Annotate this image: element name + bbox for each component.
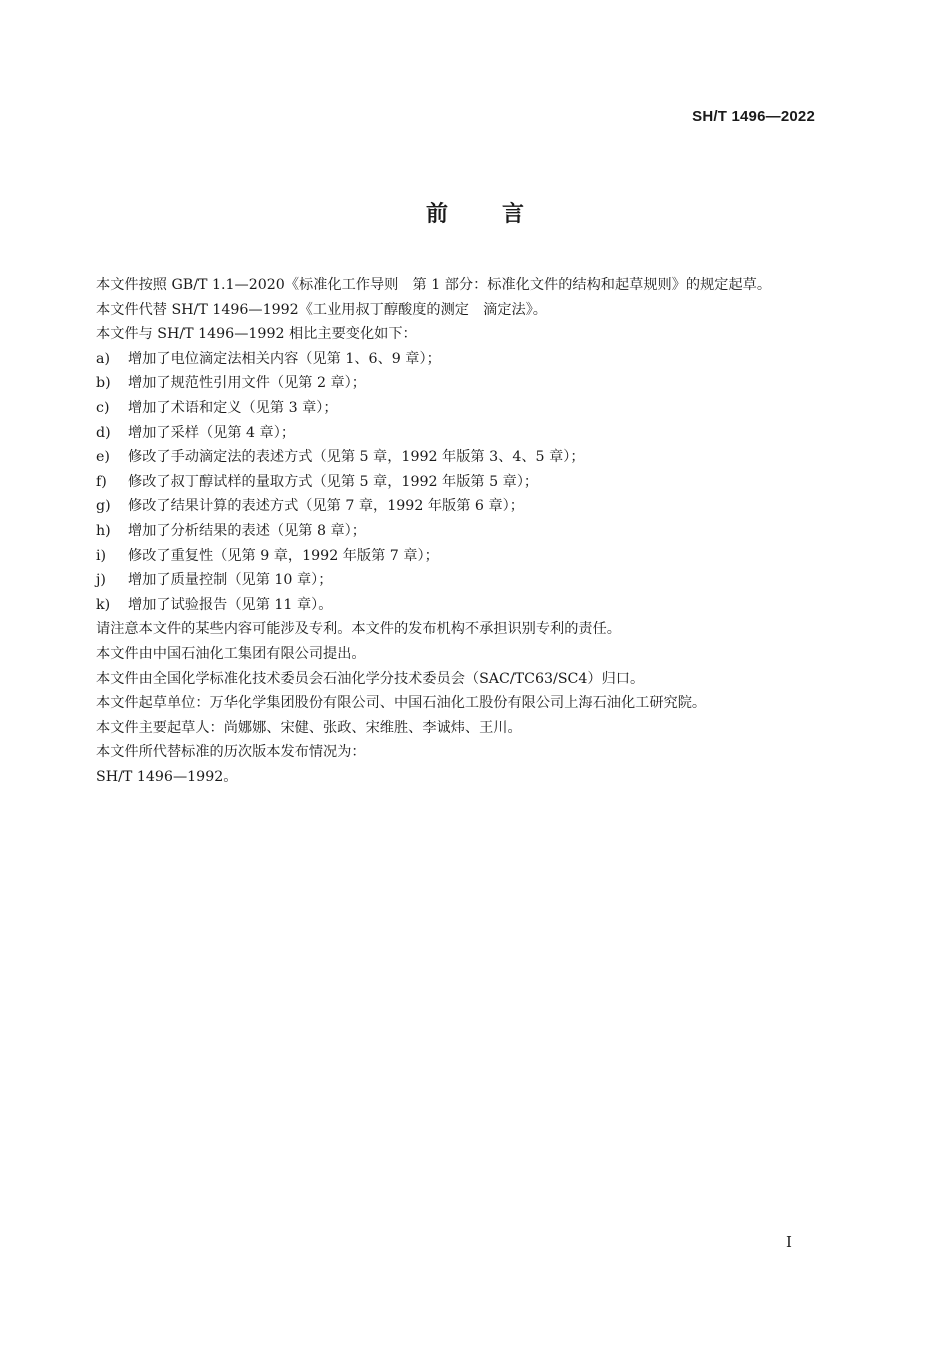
list-item-text: 增加了质量控制（见第 10 章）； xyxy=(128,572,333,589)
title-char-2: 言 xyxy=(502,202,525,227)
list-item-label: j) xyxy=(96,572,106,589)
paragraph-proposer: 本文件由中国石油化工集团有限公司提出。 xyxy=(96,645,366,662)
list-item-text: 增加了规范性引用文件（见第 2 章）； xyxy=(128,375,366,392)
list-item-text: 修改了结果计算的表述方式（见第 7 章，1992 年版第 6 章）； xyxy=(128,498,524,515)
list-item-label: d) xyxy=(96,424,111,441)
paragraph-drafting-units: 本文件起草单位：万华化学集团股份有限公司、中国石油化工股份有限公司上海石油化工研究院。 xyxy=(96,695,707,712)
paragraph-drafting-rules: 本文件按照 GB/T 1.1—2020《标准化工作导则 第 1 部分：标准化文件的结构和起草规则》的规定起草。 xyxy=(96,277,772,293)
list-item-text: 修改了叔丁醇试样的量取方式（见第 5 章，1992 年版第 5 章）； xyxy=(128,473,539,490)
list-item-label: i) xyxy=(96,547,107,564)
list-item-text: 增加了试验报告（见第 11 章）。 xyxy=(128,596,333,613)
paragraph-patent-notice: 请注意本文件的某些内容可能涉及专利。本文件的发布机构不承担识别专利的责任。 xyxy=(96,621,621,638)
standard-code: SH/T 1496—2022 xyxy=(692,108,815,125)
list-item xyxy=(68,396,818,421)
list-item-label: e) xyxy=(96,449,110,466)
list-item xyxy=(68,445,818,470)
page-title xyxy=(0,197,950,228)
paragraph-changes-intro: 本文件与 SH/T 1496—1992 相比主要变化如下： xyxy=(96,326,417,343)
list-item-text: 增加了分析结果的表述（见第 8 章）； xyxy=(128,522,366,539)
foreword-body xyxy=(68,273,818,789)
page-number: I xyxy=(786,1233,792,1251)
list-item-text: 修改了重复性（见第 9 章，1992 年版第 7 章）； xyxy=(128,547,439,564)
title-char-1: 前 xyxy=(425,202,448,227)
paragraph-history-intro: 本文件所代替标准的历次版本发布情况为： xyxy=(96,744,366,761)
changes-list xyxy=(68,347,818,618)
list-item xyxy=(68,568,818,593)
list-item xyxy=(68,494,818,519)
list-item-label: h) xyxy=(96,522,111,539)
list-item xyxy=(68,544,818,569)
list-item-label: f) xyxy=(96,473,107,490)
paragraph-replaces: 本文件代替 SH/T 1496—1992《工业用叔丁醇酸度的测定 滴定法》。 xyxy=(96,301,547,318)
list-item xyxy=(68,371,818,396)
list-item xyxy=(68,421,818,446)
list-item xyxy=(68,470,818,495)
list-item-label: k) xyxy=(96,596,111,613)
list-item-text: 增加了术语和定义（见第 3 章）； xyxy=(128,399,338,416)
list-item xyxy=(68,593,818,618)
list-item-text: 增加了采样（见第 4 章）； xyxy=(128,424,296,441)
list-item-label: c) xyxy=(96,399,110,416)
list-item-text: 修改了手动滴定法的表述方式（见第 5 章，1992 年版第 3、4、5 章）； xyxy=(128,449,585,466)
list-item-label: b) xyxy=(96,375,111,392)
paragraph-history-item: SH/T 1496—1992。 xyxy=(96,768,238,785)
list-item-label: g) xyxy=(96,498,111,515)
list-item-text: 增加了电位滴定法相关内容（见第 1、6、9 章）； xyxy=(128,350,441,367)
paragraph-committee: 本文件由全国化学标准化技术委员会石油化学分技术委员会（SAC/TC63/SC4）归口。 xyxy=(96,670,645,687)
list-item-label: a) xyxy=(96,350,110,367)
list-item xyxy=(68,347,818,372)
list-item xyxy=(68,519,818,544)
paragraph-drafters: 本文件主要起草人：尚娜娜、宋健、张政、宋维胜、李诚炜、王川。 xyxy=(96,719,522,736)
